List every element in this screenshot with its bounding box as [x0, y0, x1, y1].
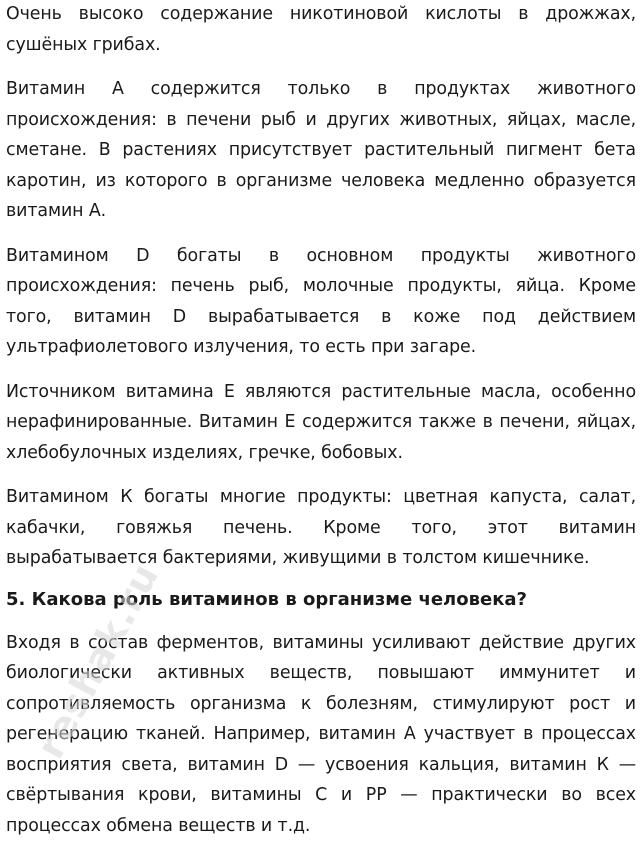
paragraph-vitamin-d: Витамином D богаты в основном продукты животного происхождения: печень рыб, молочные продукты, яйца. Кроме того, витамин D вырабатывается в коже под действием ультрафиолетового излучения, то есть при загаре. — [6, 245, 636, 357]
paragraph-vitamin-k: Витамином К богаты многие продукты: цветная капуста, салат, кабачки, говяжья печень. Кроме того, этот витамин вырабатывается бактериями, живущими в толстом кишечнике. — [6, 487, 636, 568]
question-heading: 5. Какова роль витаминов в организме человека? — [6, 588, 527, 610]
document-page — [6, 0, 636, 855]
answer-paragraph: Входя в состав ферментов, витамины усиливают действие других биологически активных веществ, повышают иммунитет и сопротивляемость организма к болезням, стимулируют рост и регенерацию тканей. Например, витамин А участвует в процессах восприятия света, витамин D — усвоения кальция, витамин К — свёртывания крови, витамины С и РР — практически во всех процессах обмена веществ и т.д. — [6, 632, 636, 836]
watermark-logo: reshak.ru — [28, 555, 168, 766]
paragraph-vitamin-a: Витамин А содержится только в продуктах животного происхождения: в печени рыб и других животных, яйцах, масле, сметане. В растениях присутствует растительный пигмент бета каротин, из которого в организме человека медленно образуется витамин А. — [6, 79, 636, 221]
paragraph-niacin: Очень высоко содержание никотиновой кислоты в дрожжах, сушёных грибах. — [6, 4, 636, 55]
paragraph-vitamin-e: Источником витамина Е являются растительные масла, особенно нерафинированные. Витамин Е содержится также в печени, яйцах, хлебобулочных изделиях, гречке, бобовых. — [6, 381, 636, 463]
